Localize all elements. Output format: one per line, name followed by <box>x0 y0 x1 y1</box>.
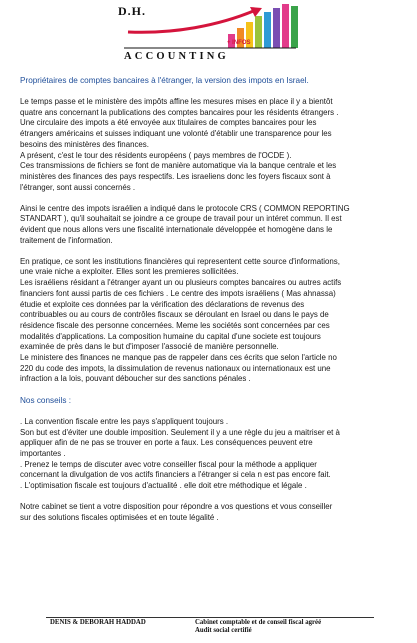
advice-line: concernant la divulgation de vos actifs financiers a l'étranger si cela n est pas encore fait. <box>20 470 331 480</box>
paragraph-3-line: infraction a la lois, pouvant déboucher sur des sanctions pénales . <box>20 374 251 384</box>
paragraph-3-line: une vraie niche a exploiter. Elles sont les premieres sollicitées. <box>20 267 239 277</box>
paragraph-1-line: besoins des ministères des finances. <box>20 139 149 149</box>
paragraph-1-line: quatre ans concernant la publications des comptes bancaires pour les résidents étrangers . <box>20 107 339 117</box>
paragraph-3-line: Les israéliens résidant a l'étranger ayant un ou plusieurs comptes bancaires ou autres actifs <box>20 278 342 288</box>
paragraph-2 <box>20 204 404 247</box>
advice-line: appliquer afin de ne pas se trouver en porte a faux. Les conséquences peuvent etre <box>20 438 313 448</box>
paragraph-2-line: traitement de l'information. <box>20 235 113 245</box>
logo-bar <box>264 12 271 48</box>
paragraph-3-line: examinée de près dans le but d'imposer l'associé de manière personnelle. <box>20 342 279 352</box>
paragraph-1-line: Le temps passe et le ministère des impôts affine les mesures mises en place il y a bientôt <box>20 97 333 106</box>
paragraph-3-line: contribuables ou au cours de contrôles fiscaux se déroulant en Israel ou dans le pays de <box>20 310 329 320</box>
paragraph-1-line: Une circulaire des impots a été envoyée aux titulaires de comptes bancaires pour les <box>20 118 317 128</box>
logo-bar <box>282 4 289 48</box>
paragraph-1-line: l'étranger, sont aussi concernés . <box>20 182 136 192</box>
paragraph-3-line: Le ministere des finances ne manque pas de rappeler dans ces écrits que selon l'article no <box>20 353 337 363</box>
company-logo <box>118 4 300 64</box>
closing-line: sur des solutions fiscales optimisées et en toute légalité . <box>20 512 219 522</box>
paragraph-3-line: financiers font aussi partis de ces fichiers . Le centre des impots israéliens ( Mas ahnassa) <box>20 288 336 298</box>
footer-firm-line-2: Audit social certifié <box>195 627 252 635</box>
footer-divider <box>46 617 374 618</box>
advice-list <box>20 417 404 492</box>
paragraph-3-line: résidence fiscale des personne concernées. Meme les sociétés sont concernées par ces <box>20 320 330 330</box>
paragraph-1-line: étrangers américains et suisses indiquant une volonté d'établir une transparence pour les <box>20 129 332 139</box>
paragraph-1-line: ministères des finances des pays respectifs. Les israeliens donc les foyers fiscaux sont à <box>20 171 331 181</box>
paragraph-1-line: A présent, c'est le tour des résidents européens ( pays membres de l'OCDE ). <box>20 150 292 160</box>
paragraph-1-line: Ces transmissions de fichiers se font de manière automatique via la banque centrale et les <box>20 161 337 171</box>
paragraph-3-line: modalités d'applications. La composition humaine du capital d'une societe est toujours <box>20 331 321 341</box>
advice-line: importantes . <box>20 449 66 459</box>
paragraph-3-line: 220 du code des impots, la dissimulation de revenus nationaux ou internationaux est une <box>20 363 331 373</box>
advice-line: . La convention fiscale entre les pays s'appliquent toujours . <box>20 416 229 426</box>
advice-heading: Nos conseils : <box>20 396 71 406</box>
advice-line: . Prenez le temps de discuter avec votre conseiller fiscal pour la méthode a appliquer <box>20 459 317 469</box>
advice-line: . L'optimisation fiscale est toujours d'actualité . elle doit etre méthodique et légale . <box>20 481 307 491</box>
logo-infos-text: + INFOS <box>227 40 251 46</box>
logo-bar <box>291 6 298 48</box>
advice-line: Son but est d'éviter une double imposition. Seulement il y a une règle du jeu a maitriser et à <box>20 427 340 437</box>
paragraph-2-line: évident que nous allons vers une fiscalité internationale développée et homogène dans le <box>20 225 333 235</box>
paragraph-2-line: STANDART ), qu'il souhaitait se joindre a ce groupe de travail pour un intéret commun. Il est <box>20 214 342 224</box>
footer-firm-line-1: Cabinet comptable et de conseil fiscal agréé <box>195 619 322 626</box>
footer-names: DENIS & DEBORAH HADDAD <box>50 619 146 626</box>
logo-wordmark: ACCOUNTING <box>124 51 229 62</box>
paragraph-3-line: étudie et exploite ces données par la vérification des déclarations de revenus des <box>20 299 305 309</box>
paragraph-3 <box>20 257 404 385</box>
logo-bar <box>255 16 262 48</box>
logo-bar <box>273 8 280 48</box>
closing-line: Notre cabinet se tient a votre disposition pour répondre a vos questions et vous conseiller <box>20 502 333 512</box>
footer-firm <box>195 619 321 636</box>
article-title: Propriétaires de comptes bancaires à l'étranger, la version des impots en Israel. <box>20 76 309 85</box>
logo-initials: D.H. <box>118 4 146 18</box>
logo-arrow-icon <box>128 10 256 32</box>
article-body <box>20 97 404 534</box>
paragraph-1 <box>20 97 404 193</box>
paragraph-3-line: En pratique, ce sont les institutions financières qui representent cette source d'informations, <box>20 256 340 266</box>
closing-paragraph <box>20 502 404 523</box>
paragraph-2-line: Ainsi le centre des impots israélien a indiqué dans le protocole CRS ( COMMON REPORTING <box>20 203 350 213</box>
